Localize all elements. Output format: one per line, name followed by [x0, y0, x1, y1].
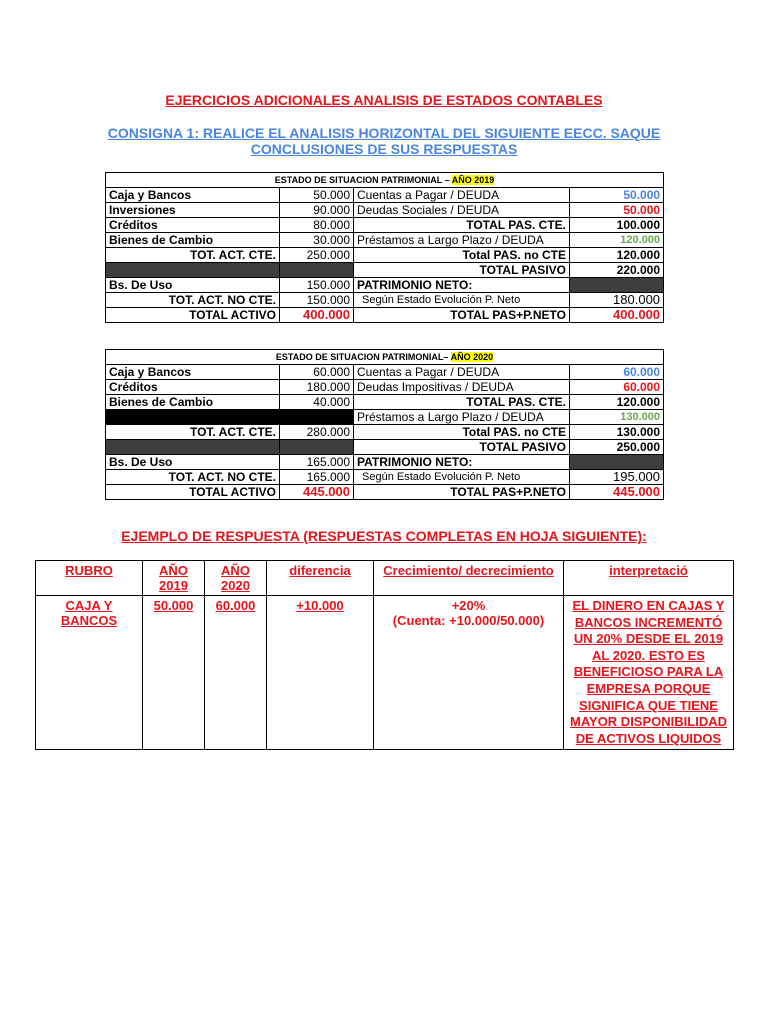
row-label: TOTAL PAS+P.NETO	[354, 485, 570, 500]
row-label: Cuentas a Pagar / DEUDA	[354, 188, 570, 203]
document-title: EJERCICIOS ADICIONALES ANALISIS DE ESTADOS CONTABLES	[165, 92, 603, 108]
balance-sheet-header: ESTADO DE SITUACION PATRIMONIAL– AÑO 2020	[106, 350, 664, 365]
column-header: AÑO 2020	[205, 561, 267, 596]
row-label: TOT. ACT. CTE.	[106, 425, 280, 440]
row-value: 250.000	[280, 248, 354, 263]
example-heading: EJEMPLO DE RESPUESTA (RESPUESTAS COMPLETAS EN HOJA SIGUIENTE):	[121, 528, 647, 544]
row-value: 280.000	[280, 425, 354, 440]
row-value: 180.000	[280, 380, 354, 395]
row-value: 130.000	[570, 410, 664, 425]
row-value: 50.000	[280, 188, 354, 203]
cell-2019: 50.000	[143, 596, 205, 750]
row-value: 50.000	[570, 203, 664, 218]
cell-diferencia: +10.000	[267, 596, 374, 750]
cell-2020: 60.000	[205, 596, 267, 750]
row-label: Deudas Sociales / DEUDA	[354, 203, 570, 218]
column-header: interpretació	[564, 561, 734, 596]
consigna-heading: CONSIGNA 1: REALICE EL ANALISIS HORIZONTAL DEL SIGUIENTE EECC. SAQUE CONCLUSIONES DE SUS RESPUESTAS	[107, 125, 661, 157]
cell-interpretacion: EL DINERO EN CAJAS Y BANCOS INCREMENTÓ UN 20% DESDE EL 2019 AL 2020. ESTO ES BENEFICIOSO PARA LA EMPRESA PORQUE SIGNIFICA QUE TIENE MAYOR DISPONIBILIDAD DE ACTIVOS LIQUIDOS	[564, 596, 734, 750]
row-label: Créditos	[106, 380, 280, 395]
row-label: Bs. De Uso	[106, 278, 280, 293]
row-label: TOT. ACT. CTE.	[106, 248, 280, 263]
row-value: 120.000	[570, 233, 664, 248]
balance-sheet-header: ESTADO DE SITUACION PATRIMONIAL – AÑO 2019	[106, 173, 664, 188]
year-highlight: AÑO 2019	[451, 175, 495, 185]
row-label: TOT. ACT. NO CTE.	[106, 470, 280, 485]
row-value: 100.000	[570, 218, 664, 233]
row-label: Bienes de Cambio	[106, 395, 280, 410]
cell-crecimiento: +20% (Cuenta: +10.000/50.000)	[374, 596, 564, 750]
row-value: 120.000	[570, 395, 664, 410]
row-value: 80.000	[280, 218, 354, 233]
row-value: 250.000	[570, 440, 664, 455]
row-label: TOT. ACT. NO CTE.	[106, 293, 280, 308]
row-label: TOTAL PAS+P.NETO	[354, 308, 570, 323]
shaded-cell	[106, 410, 280, 425]
row-value: 180.000	[570, 293, 664, 308]
row-label: Total PAS. no CTE	[354, 425, 570, 440]
row-value: 165.000	[280, 455, 354, 470]
row-value: 150.000	[280, 293, 354, 308]
row-label: TOTAL PASIVO	[354, 263, 570, 278]
row-label: TOTAL ACTIVO	[106, 485, 280, 500]
column-header: AÑO 2019	[143, 561, 205, 596]
row-label: TOTAL PASIVO	[354, 440, 570, 455]
column-header: Crecimiento/ decrecimiento	[374, 561, 564, 596]
balance-sheet-2019	[105, 172, 664, 323]
shaded-cell	[106, 263, 280, 278]
row-label: Caja y Bancos	[106, 365, 280, 380]
row-value: 130.000	[570, 425, 664, 440]
row-label: Total PAS. no CTE	[354, 248, 570, 263]
shaded-cell	[570, 455, 664, 470]
row-value: 400.000	[570, 308, 664, 323]
shaded-cell	[106, 440, 280, 455]
row-label: PATRIMONIO NETO:	[354, 455, 570, 470]
balance-sheet-2020	[105, 349, 664, 500]
column-header: diferencia	[267, 561, 374, 596]
row-value: 165.000	[280, 470, 354, 485]
row-value: 60.000	[570, 365, 664, 380]
row-label: Préstamos a Largo Plazo / DEUDA	[354, 233, 570, 248]
row-value: 30.000	[280, 233, 354, 248]
row-value: 60.000	[570, 380, 664, 395]
answer-table	[35, 560, 734, 750]
row-label: Bs. De Uso	[106, 455, 280, 470]
row-label: TOTAL PAS. CTE.	[354, 395, 570, 410]
row-label: Deudas Impositivas / DEUDA	[354, 380, 570, 395]
row-value: 60.000	[280, 365, 354, 380]
table-row	[36, 596, 734, 750]
row-value: 445.000	[570, 485, 664, 500]
shaded-cell	[570, 278, 664, 293]
row-label: Créditos	[106, 218, 280, 233]
row-value: 90.000	[280, 203, 354, 218]
shaded-cell	[280, 440, 354, 455]
row-label: Caja y Bancos	[106, 188, 280, 203]
row-value: 445.000	[280, 485, 354, 500]
row-label: TOTAL PAS. CTE.	[354, 218, 570, 233]
row-label: TOTAL ACTIVO	[106, 308, 280, 323]
row-label: Según Estado Evolución P. Neto	[354, 470, 570, 485]
year-highlight: AÑO 2020	[450, 352, 494, 362]
row-label: Cuentas a Pagar / DEUDA	[354, 365, 570, 380]
row-label: Según Estado Evolución P. Neto	[354, 293, 570, 308]
row-value: 40.000	[280, 395, 354, 410]
row-value: 150.000	[280, 278, 354, 293]
row-value: 195.000	[570, 470, 664, 485]
row-value: 120.000	[570, 248, 664, 263]
row-label: PATRIMONIO NETO:	[354, 278, 570, 293]
row-label: Bienes de Cambio	[106, 233, 280, 248]
row-label: Inversiones	[106, 203, 280, 218]
column-header: RUBRO	[36, 561, 143, 596]
shaded-cell	[280, 263, 354, 278]
row-value: 50.000	[570, 188, 664, 203]
row-value: 400.000	[280, 308, 354, 323]
row-value: 220.000	[570, 263, 664, 278]
cell-rubro: CAJA Y BANCOS	[36, 596, 143, 750]
shaded-cell	[280, 410, 354, 425]
row-label: Préstamos a Largo Plazo / DEUDA	[354, 410, 570, 425]
